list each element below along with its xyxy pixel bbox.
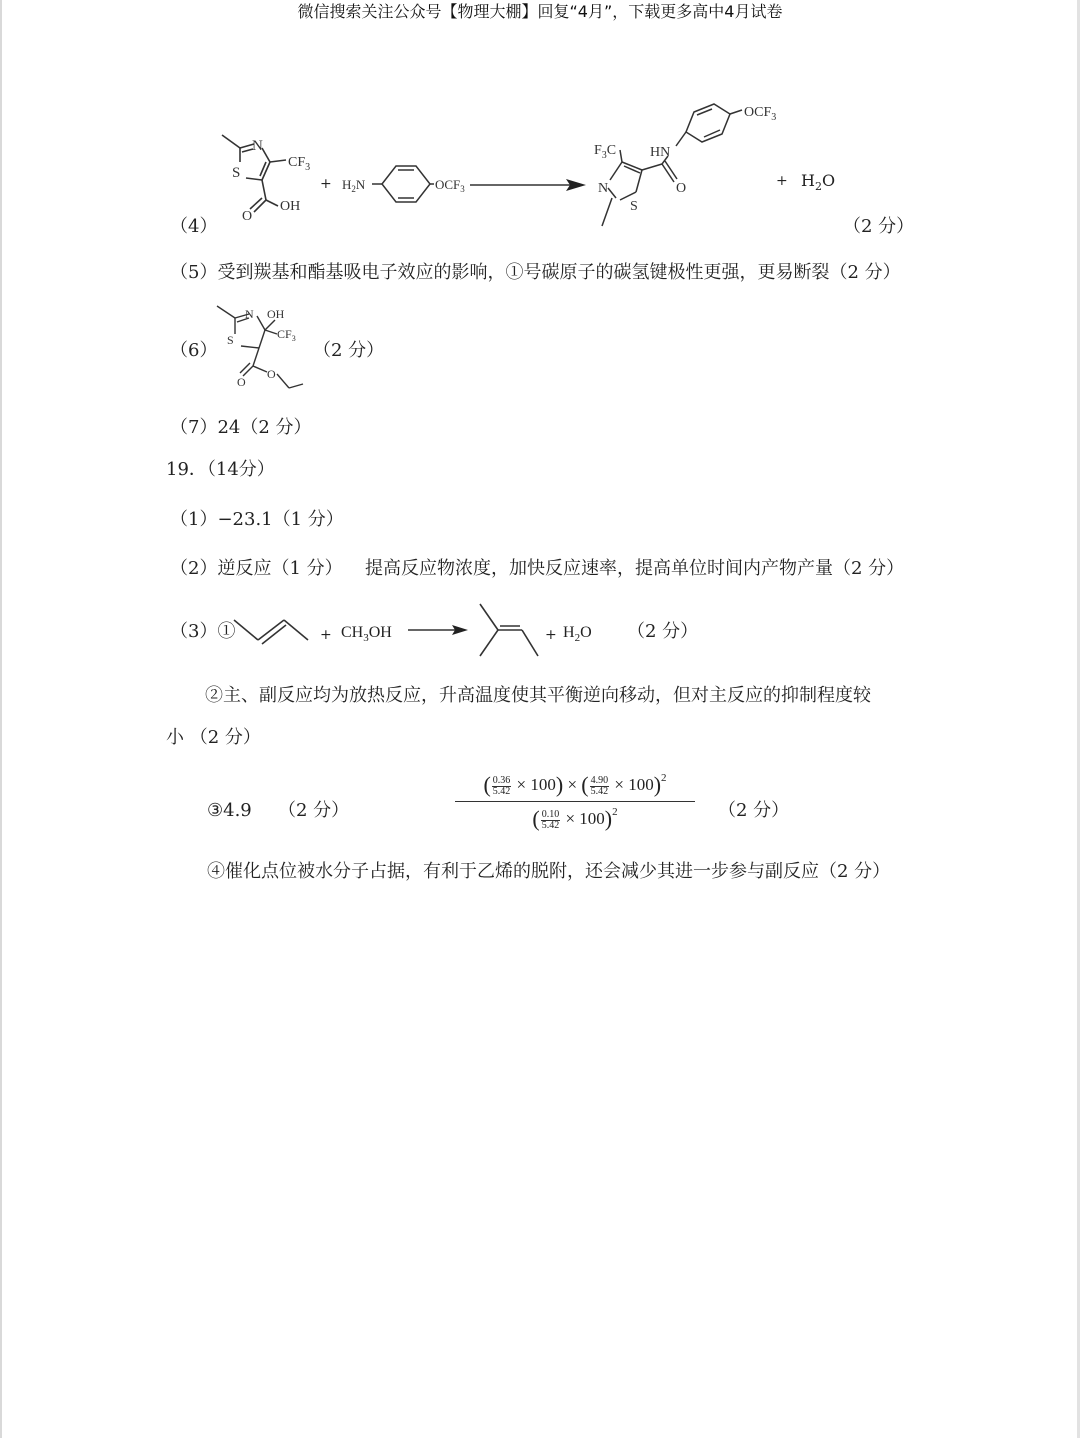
q6-structure	[215, 302, 315, 402]
q4-p-ocf3: $OCF_3$	[744, 105, 777, 123]
header-banner: 微信搜索关注公众号【物理大棚】回复“4月”，下载更多高中4月试卷	[297, 2, 783, 21]
q4-plus2: +	[776, 173, 788, 189]
q6-o2: O	[237, 375, 246, 389]
q6-oh: OH	[267, 307, 285, 321]
q4-label: （4）	[170, 216, 218, 237]
q5-text: （5）受到羰基和酯基吸电子效应的影响，①号碳原子的碳氢键极性更强，更易断裂（2 分）	[170, 262, 901, 283]
q6-n: N	[245, 307, 254, 321]
q4-score: （2 分）	[843, 216, 915, 237]
q4-reaction-arrow	[470, 176, 590, 194]
kp-formula-fraction-bar	[455, 801, 695, 802]
q19-part3-label: （3）①	[170, 621, 236, 642]
q19-part3-plus1: +	[320, 627, 332, 643]
q6-label: （6）	[170, 340, 218, 361]
q19-part3-2-line1: ②主、副反应均为放热反应，升高温度使其平衡逆向移动，但对主反应的抑制程度较	[205, 685, 871, 706]
q19-part3-4: ④催化点位被水分子占据，有利于乙烯的脱附，还会减少其进一步参与副反应（2 分）	[207, 861, 891, 882]
q19-part2b: 提高反应物浓度，加快反应速率，提高单位时间内产物产量（2 分）	[365, 558, 905, 579]
q19-alkene-product	[478, 600, 542, 660]
q6-score: （2 分）	[313, 340, 385, 361]
q4-reactant1-structure	[200, 120, 330, 230]
q19-part3-water: $H_2O$	[563, 624, 592, 645]
kp-formula	[455, 768, 695, 840]
q4-p-o: O	[676, 181, 687, 196]
q4-reactant2-structure	[338, 150, 478, 220]
q4-p-s: S	[630, 199, 638, 214]
q19-part3-score: （2 分）	[627, 621, 699, 642]
q19-part1: （1）−23.1（1 分）	[170, 509, 344, 530]
q4-r1-n: N	[252, 138, 263, 154]
q4-r1-s: S	[232, 165, 241, 181]
q19-part3-3-label: ③4.9	[207, 800, 252, 821]
q4-r2-ocf3: $OCF_3$	[435, 177, 465, 194]
q4-product-structure	[590, 98, 800, 234]
q19-methanol: $CH_3OH$	[341, 624, 392, 645]
q19-title: 19．（14分）	[166, 459, 275, 480]
q19-part3-3-score: （2 分）	[278, 800, 350, 821]
q6-o1: O	[267, 367, 276, 381]
q4-plus1: +	[320, 176, 332, 192]
q19-part3-arrow	[408, 622, 470, 638]
q6-cf3: $CF_3$	[277, 327, 296, 343]
kp-formula-denominator: ( $\frac{0.10}{5.42}$ × 100)$^2$	[532, 806, 618, 831]
q4-p-hn: HN	[650, 145, 671, 160]
q4-r2-h2n: $H_2N$	[342, 177, 366, 194]
q6-s: S	[227, 333, 234, 347]
q4-p-f3c: $F_3C$	[594, 143, 617, 161]
q4-r1-oh: OH	[280, 199, 301, 214]
q4-water: $H_2O$	[801, 171, 836, 194]
q19-part2a: （2）逆反应（1 分）	[170, 558, 343, 579]
kp-formula-numerator: ( $\frac{0.36}{5.42}$ × 100) × ( $\frac{4.90}{5.42}$ × 100)$^2$	[483, 772, 667, 797]
kp-formula-score: （2 分）	[718, 800, 790, 821]
q4-r1-o: O	[242, 209, 253, 224]
q19-part3-plus2: +	[545, 627, 557, 643]
q19-alkene-reactant	[232, 612, 312, 648]
q19-part3-2-line2: 小 （2 分）	[166, 727, 261, 748]
q4-p-n: N	[598, 181, 609, 196]
page-left-edge	[0, 0, 2, 1438]
q4-r1-cf3: $CF_3$	[288, 155, 311, 173]
q7-text: （7）24（2 分）	[170, 417, 312, 438]
